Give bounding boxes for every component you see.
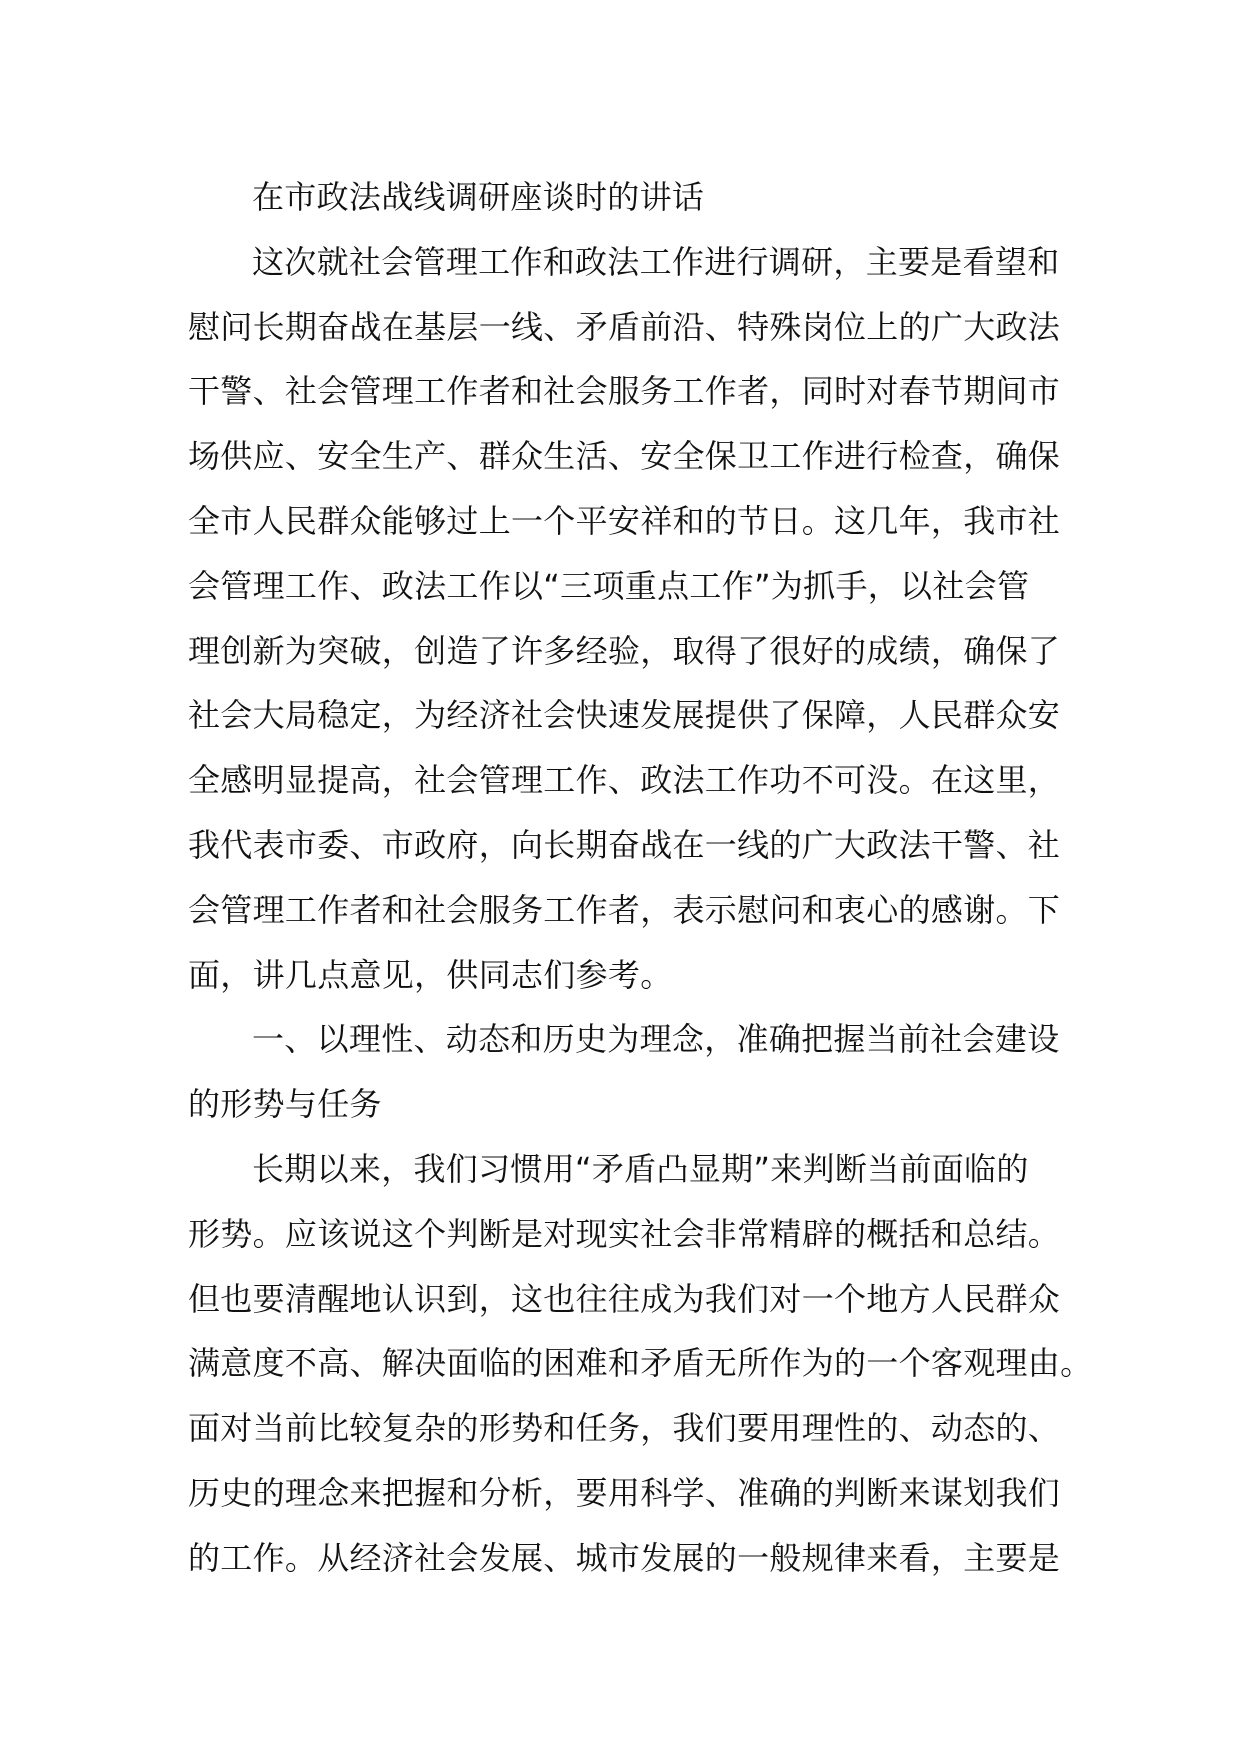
paragraph-line: 干警、社会管理工作者和社会服务工作者，同时对春节期间市 — [188, 372, 1061, 411]
heading-line: 的形势与任务 — [188, 1085, 382, 1124]
paragraph-line: 会管理工作、政法工作以“三项重点工作”为抓手，以社会管 — [188, 566, 1030, 605]
section-heading-1 — [188, 1007, 1058, 1137]
paragraph-line: 面对当前比较复杂的形势和任务，我们要用理性的、动态的、 — [188, 1409, 1061, 1448]
document-title — [188, 165, 1058, 230]
paragraph-line: 全感明显提高，社会管理工作、政法工作功不可没。在这里， — [188, 761, 1061, 800]
paragraph-line: 社会大局稳定，为经济社会快速发展提供了保障，人民群众安 — [188, 696, 1061, 735]
paragraph-line: 长期以来，我们习惯用“矛盾凸显期”来判断当前面临的 — [252, 1149, 1029, 1188]
paragraph-section-1 — [188, 1137, 1093, 1591]
document-body — [188, 165, 1093, 1591]
paragraph-line: 全市人民群众能够过上一个平安祥和的节日。这几年，我市社 — [188, 501, 1061, 540]
paragraph-line: 理创新为突破，创造了许多经验，取得了很好的成绩，确保了 — [188, 631, 1061, 670]
heading-line: 一、以理性、动态和历史为理念，准确把握当前社会建设 — [252, 1020, 1060, 1059]
paragraph-line: 会管理工作者和社会服务工作者，表示慰问和衷心的感谢。下 — [188, 890, 1061, 929]
paragraph-line: 慰问长期奋战在基层一线、矛盾前沿、特殊岗位上的广大政法 — [188, 307, 1061, 346]
paragraph-line: 这次就社会管理工作和政法工作进行调研，主要是看望和 — [252, 242, 1060, 281]
paragraph-line: 但也要清醒地认识到，这也往往成为我们对一个地方人民群众 — [188, 1279, 1061, 1318]
paragraph-intro — [188, 230, 1061, 1008]
title-line: 在市政法战线调研座谈时的讲话 — [252, 178, 705, 216]
paragraph-line: 形势。应该说这个判断是对现实社会非常精辟的概括和总结。 — [188, 1214, 1061, 1253]
paragraph-line: 我代表市委、市政府，向长期奋战在一线的广大政法干警、社 — [188, 825, 1061, 864]
paragraph-line: 场供应、安全生产、群众生活、安全保卫工作进行检查，确保 — [188, 437, 1061, 476]
paragraph-line: 历史的理念来把握和分析，要用科学、准确的判断来谋划我们 — [188, 1473, 1061, 1512]
paragraph-line: 面，讲几点意见，供同志们参考。 — [188, 955, 673, 994]
paragraph-line: 满意度不高、解决面临的困难和矛盾无所作为的一个客观理由。 — [188, 1344, 1093, 1383]
paragraph-line: 的工作。从经济社会发展、城市发展的一般规律来看，主要是 — [188, 1538, 1061, 1577]
